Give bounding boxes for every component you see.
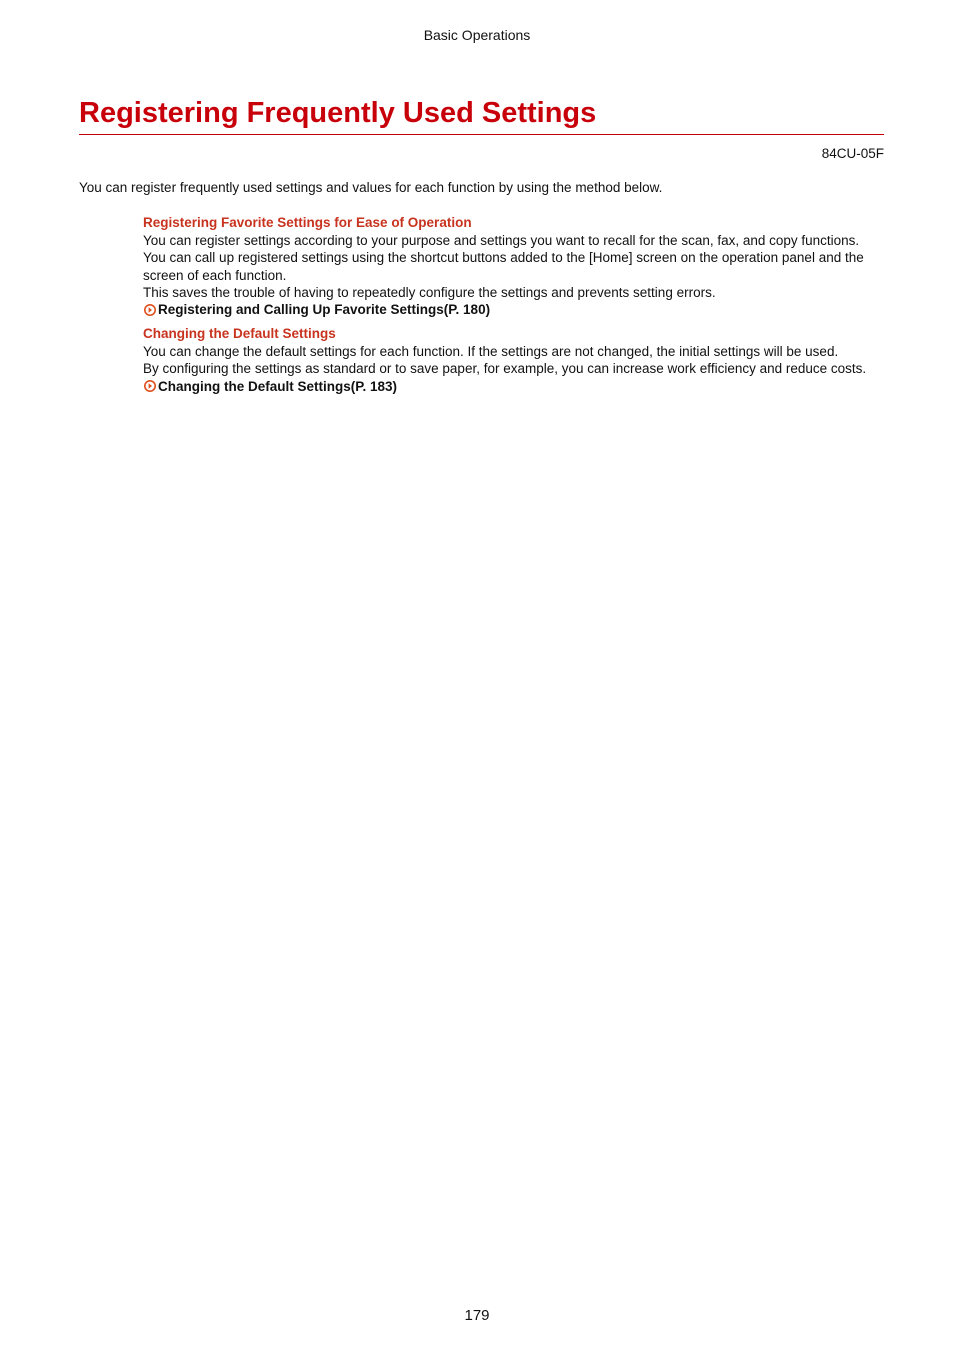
section-paragraph: This saves the trouble of having to repeatedly configure the settings and prevents setting errors. [143, 284, 716, 300]
section-paragraph: By configuring the settings as standard or to save paper, for example, you can increase work efficiency and reduce costs. [143, 361, 867, 377]
section-paragraph: You can register settings according to your purpose and settings you want to recall for the scan, fax, and copy functions. You can call up registered settings using the shortcut buttons added to the [Home] screen on the operation panel and the screen of each function. [143, 233, 864, 283]
section-default-settings [143, 325, 884, 395]
intro-text: You can register frequently used settings and values for each function by using the method below. [79, 180, 663, 195]
link-label: Changing the Default Settings(P. 183) [158, 378, 398, 394]
section-heading: Changing the Default Settings [143, 326, 336, 341]
section-favorite-settings [143, 214, 884, 318]
running-header: Basic Operations [423, 27, 531, 43]
section-heading: Registering Favorite Settings for Ease of Operation [143, 215, 472, 230]
circle-arrow-right-icon [144, 380, 156, 392]
link-changing-default-settings[interactable] [143, 378, 884, 395]
link-label: Registering and Calling Up Favorite Settings(P. 180) [158, 302, 491, 318]
document-id: 84CU-05F [821, 146, 884, 161]
circle-arrow-right-icon [144, 304, 156, 316]
section-paragraph: You can change the default settings for each function. If the settings are not changed, the initial settings will be used. [143, 344, 839, 359]
link-registering-favorite-settings[interactable] [143, 301, 884, 318]
page-title: Registering Frequently Used Settings [79, 97, 597, 129]
title-divider [79, 134, 884, 135]
page-number: 179 [464, 1307, 490, 1324]
